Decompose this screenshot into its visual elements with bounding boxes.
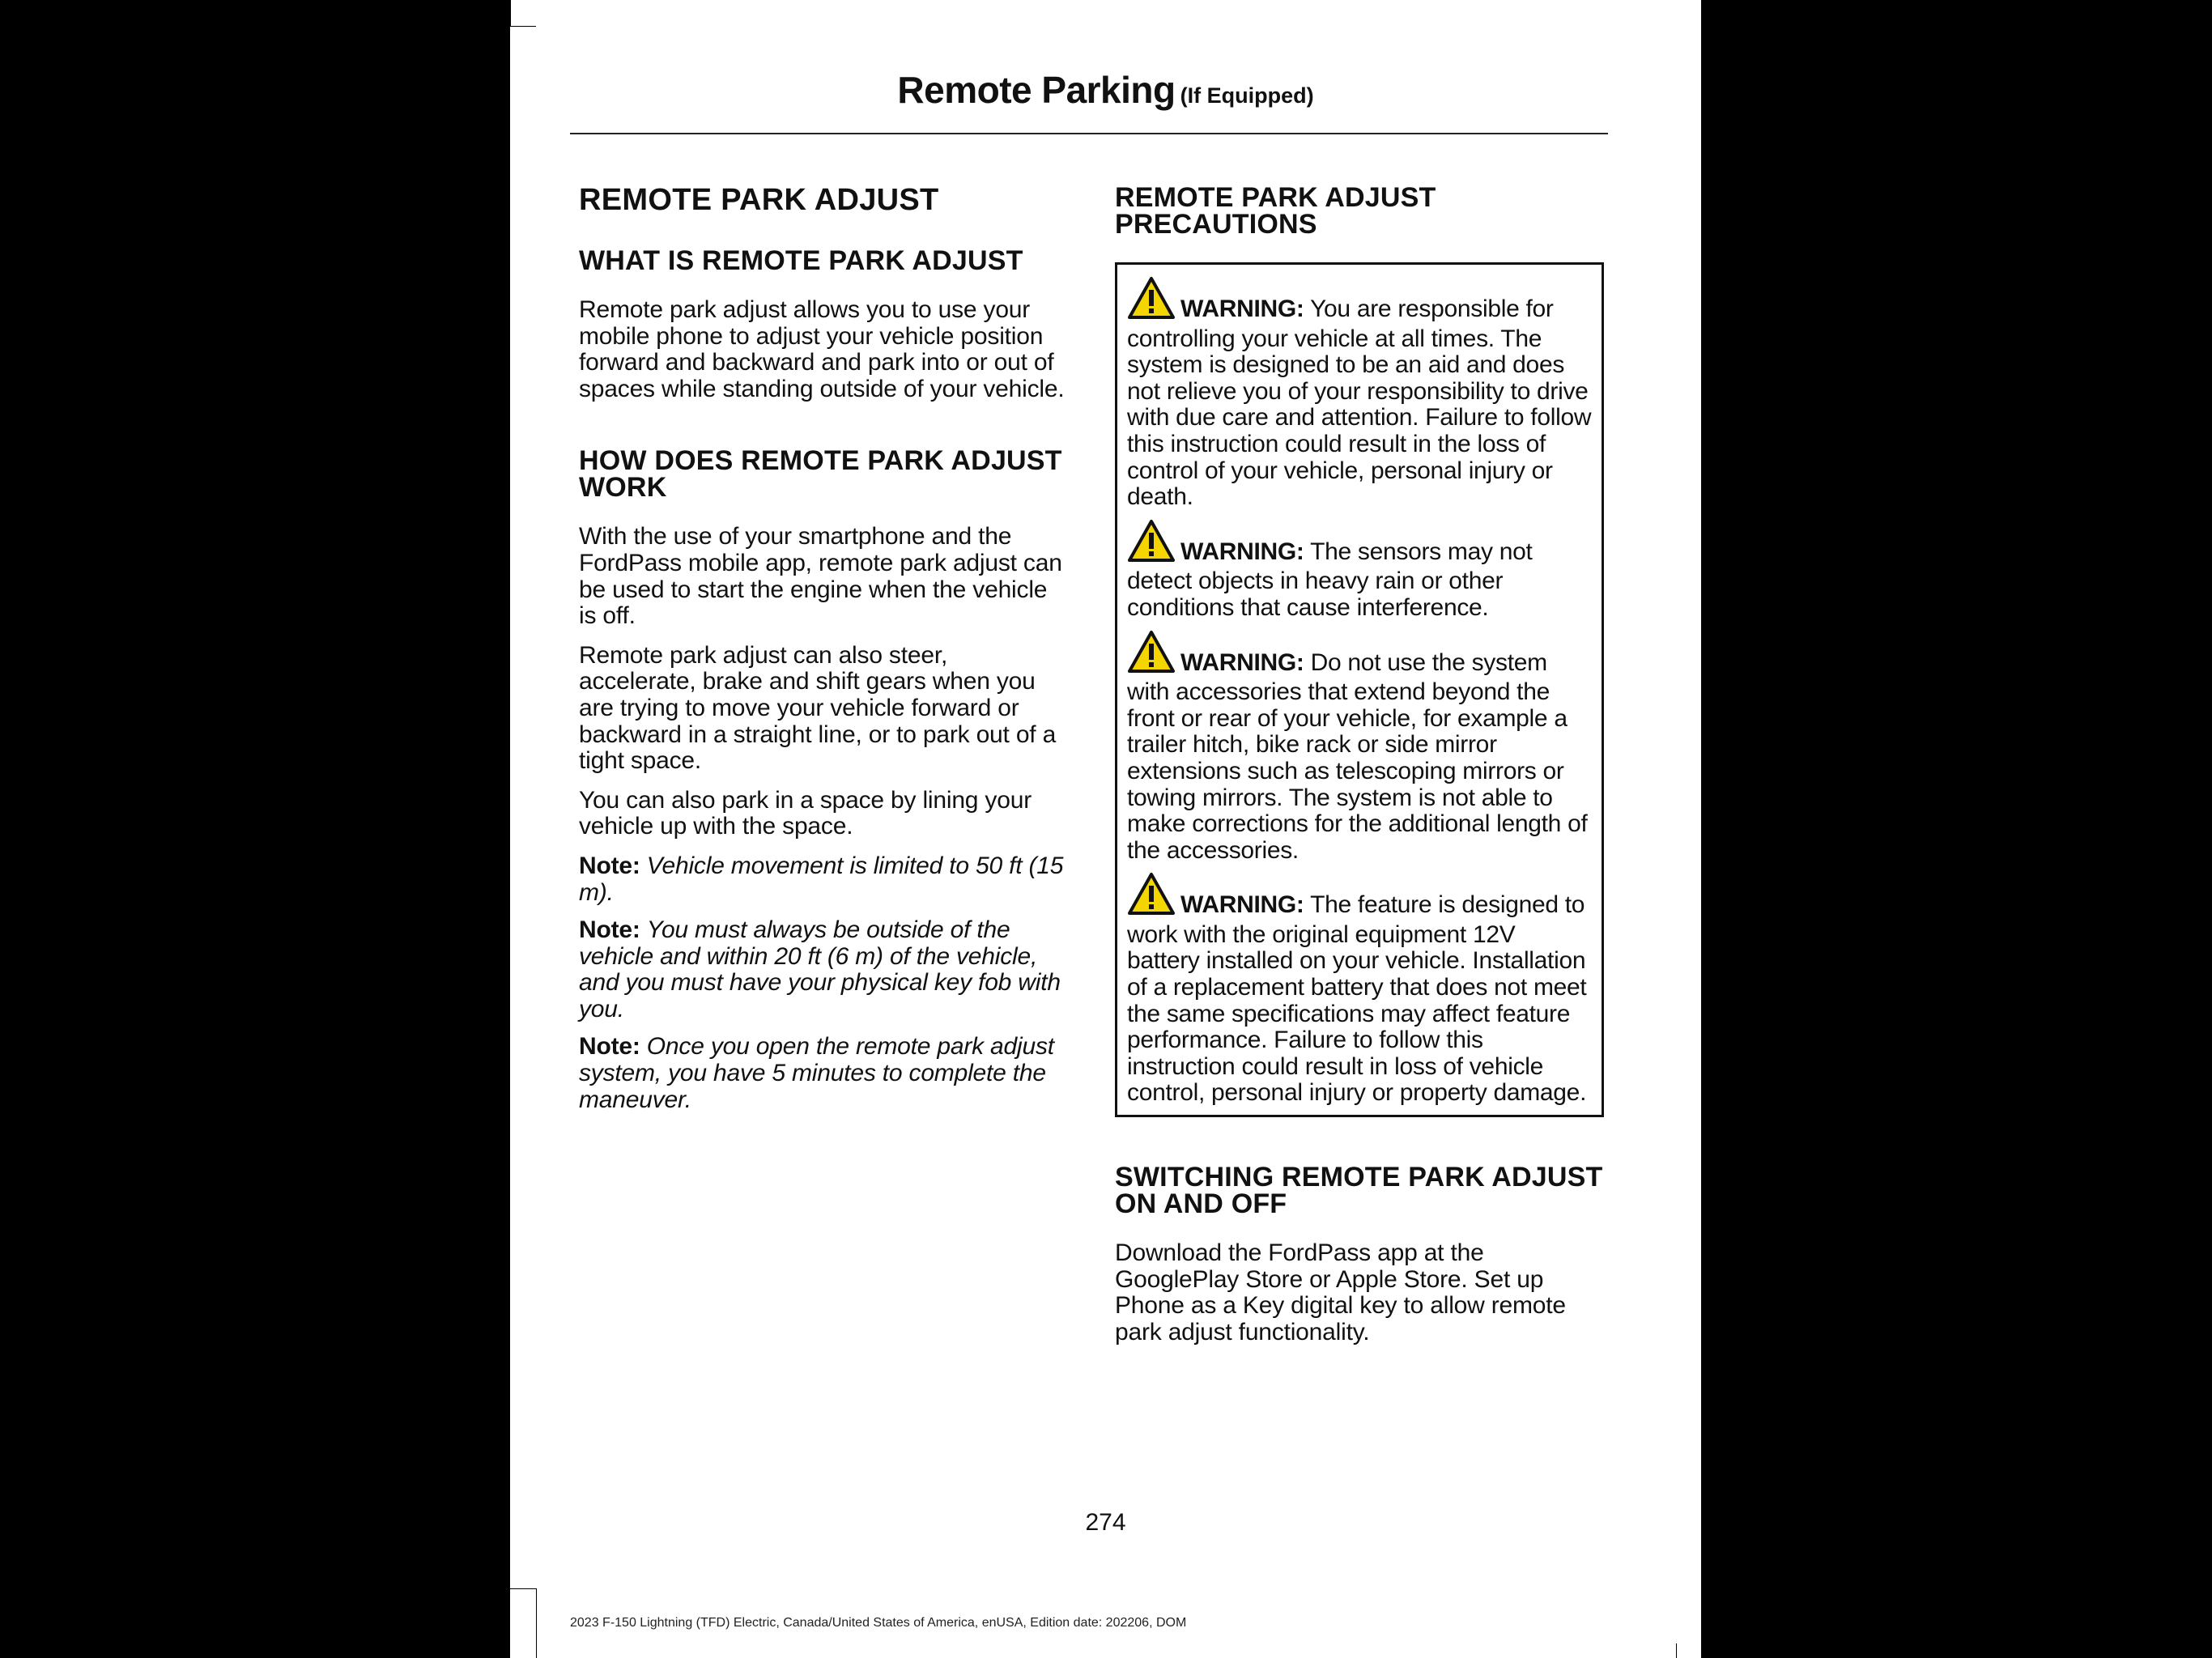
switching-body: Download the FordPass app at the GooglePlay Store or Apple Store. Set up Phone as a Key digital key to allow remote park adjust functionality. [1115,1239,1566,1346]
crop-mark [1676,1643,1677,1658]
note-text: Once you open the remote park adjust system, you have 5 minutes to complete the maneuver. [579,1033,1054,1113]
page-number: 274 [1085,1509,1126,1536]
manual-page [510,0,1701,1658]
note-label: Note: [579,916,640,944]
note-key-fob [579,917,1068,1022]
warning-triangle-icon [1127,872,1176,922]
warning-label: WARNING: [1180,891,1304,919]
crop-mark [510,26,536,27]
warning-item [1127,630,1592,865]
note-time-limit [579,1034,1068,1113]
edition-footer: 2023 F-150 Lightning (TFD) Electric, Canada/United States of America, enUSA, Edition date: 202206, DOM [570,1616,1187,1630]
warning-triangle-icon [1127,276,1176,326]
header-subtitle: (If Equipped) [1180,83,1314,108]
note-text: Vehicle movement is limited to 50 ft (15 m). [579,852,1064,906]
note-text: You must always be outside of the vehicle and within 20 ft (6 m) of the vehicle, and you must have your physical key fob with you. [579,916,1061,1022]
crop-mark [536,1588,537,1658]
crop-mark [510,0,511,26]
right-column [1115,182,1604,1358]
warning-label: WARNING: [1180,538,1304,565]
how-works-heading: HOW DOES REMOTE PARK ADJUST WORK [579,445,1062,504]
crop-mark [510,1588,536,1589]
section-title: REMOTE PARK ADJUST [579,183,939,217]
what-is-body: Remote park adjust allows you to use your mobile phone to adjust your vehicle position forward and backward and park into or out of spaces while standing outside of your vehicle. [579,296,1065,402]
warning-text: You are responsible for controlling your vehicle at all times. The system is designed to be an aid and does not relieve you of your responsibility to drive with due care and attention. Failure to follow this instruction could result in the loss of control of your vehicle, personal injury or death. [1127,295,1592,511]
what-is-heading: WHAT IS REMOTE PARK ADJUST [579,245,1023,276]
warning-item [1127,276,1592,511]
switching-heading: SWITCHING REMOTE PARK ADJUST ON AND OFF [1115,1162,1603,1220]
how-works-body-3: You can also park in a space by lining your vehicle up with the space. [579,786,1032,840]
left-column [579,185,1068,1124]
warning-label: WARNING: [1180,295,1304,322]
warning-text: The feature is designed to work with the original equipment 12V battery installed on your vehicle. Installation of a replacement battery that does not meet the same specifications may affect feature performance. Failure to follow this instruction could result in loss of vehicle control, personal injury or property damage. [1127,891,1587,1107]
warning-triangle-icon [1127,630,1176,680]
header-divider [570,133,1608,134]
warning-text: The sensors may not detect objects in heavy rain or other conditions that cause interference. [1127,538,1533,621]
page-header [510,68,1701,112]
header-title: Remote Parking [897,69,1176,111]
note-movement-limit [579,853,1068,906]
note-label: Note: [579,1033,640,1061]
how-works-body-1: With the use of your smartphone and the FordPass mobile app, remote park adjust can be used to start the engine when the vehicle is off. [579,523,1062,630]
warning-item [1127,519,1592,622]
warning-triangle-icon [1127,519,1176,569]
precautions-heading: REMOTE PARK ADJUST PRECAUTIONS [1115,182,1436,240]
warning-item [1127,872,1592,1107]
warning-box [1115,262,1604,1117]
warning-text: Do not use the system with accessories that extend beyond the front or rear of your vehicle, for example a trailer hitch, bike rack or side mirror extensions such as telescoping mirrors or towing mirrors. The system is not able to make corrections for the additional length of the accessories. [1127,648,1588,864]
how-works-body-2: Remote park adjust can also steer, accelerate, brake and shift gears when you are trying to move your vehicle forward or backward in a straight line, or to park out of a tight space. [579,641,1057,775]
note-label: Note: [579,852,640,879]
warning-label: WARNING: [1180,648,1304,676]
